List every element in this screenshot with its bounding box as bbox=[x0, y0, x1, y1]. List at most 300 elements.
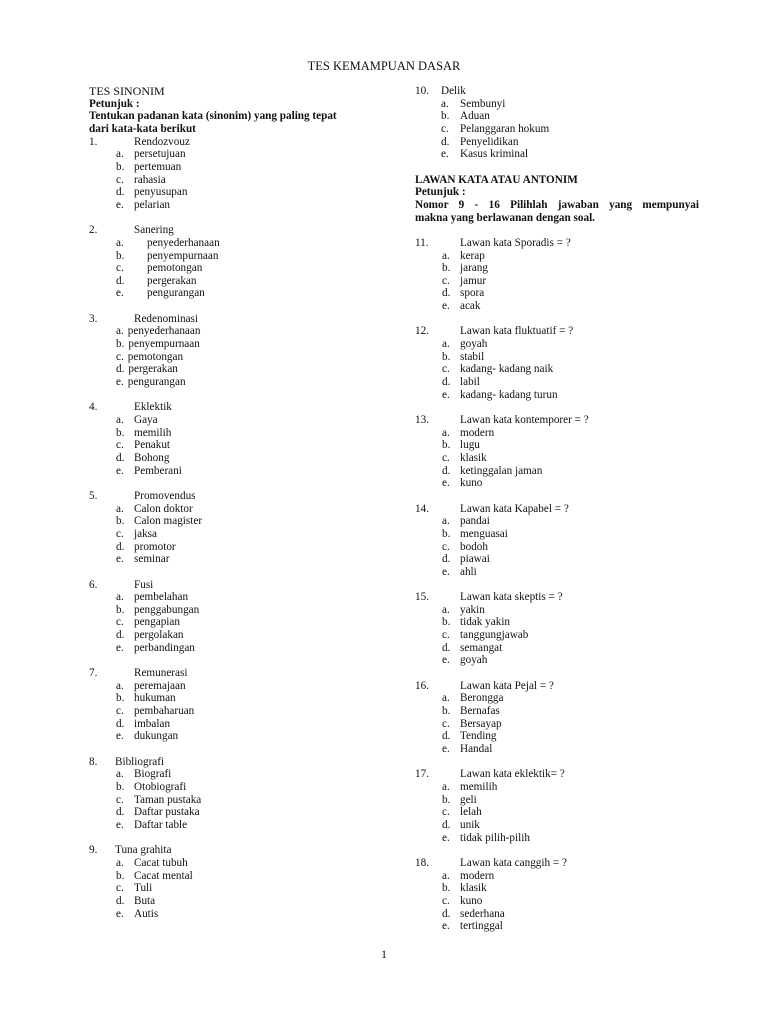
instruction-line: dari kata-kata berikut bbox=[89, 122, 196, 135]
option-text: yakin bbox=[460, 603, 485, 616]
option-letter: a. bbox=[116, 325, 124, 338]
option-item bbox=[415, 123, 699, 136]
option-text: peremajaan bbox=[134, 679, 186, 692]
option-item bbox=[415, 654, 699, 667]
antonim-question-list bbox=[415, 237, 699, 933]
option-letter: d. bbox=[116, 274, 125, 287]
option-item bbox=[415, 250, 699, 263]
option-text: Cacat tubuh bbox=[134, 856, 188, 869]
option-item bbox=[89, 604, 379, 617]
option-item bbox=[415, 148, 699, 161]
option-letter: d. bbox=[116, 806, 125, 819]
option-item bbox=[415, 870, 699, 883]
question-stem bbox=[89, 224, 379, 237]
option-item bbox=[415, 389, 699, 402]
option-text: seminar bbox=[134, 553, 170, 566]
option-text: lugu bbox=[460, 439, 480, 452]
question-word: Lawan kata skeptis = ? bbox=[460, 591, 563, 604]
option-letter: b. bbox=[442, 439, 451, 452]
option-item bbox=[415, 616, 699, 629]
option-letter: d. bbox=[116, 363, 125, 376]
question-item bbox=[415, 237, 699, 313]
question-number: 5. bbox=[89, 489, 98, 502]
option-item bbox=[415, 566, 699, 579]
option-letter: c. bbox=[442, 806, 450, 819]
option-text: promotor bbox=[134, 540, 176, 553]
option-text: penyempurnaan bbox=[128, 338, 200, 351]
question-stem bbox=[89, 401, 379, 414]
option-text: Kasus kriminal bbox=[460, 148, 529, 161]
option-text: acak bbox=[460, 300, 481, 313]
question-stem bbox=[415, 680, 699, 693]
option-letter: d. bbox=[116, 629, 125, 642]
option-item bbox=[89, 819, 379, 832]
option-item bbox=[415, 376, 699, 389]
option-letter: e. bbox=[116, 730, 124, 743]
option-letter: e. bbox=[116, 641, 124, 654]
option-letter: a. bbox=[116, 148, 124, 161]
option-text: penyederhanaan bbox=[147, 236, 220, 249]
question-stem bbox=[89, 136, 379, 149]
option-text: pergolakan bbox=[134, 629, 184, 642]
option-letter: c. bbox=[116, 350, 124, 363]
option-letter: a. bbox=[442, 603, 450, 616]
option-item bbox=[415, 110, 699, 123]
option-item bbox=[89, 503, 379, 516]
option-text: Pelanggaran hokum bbox=[460, 122, 550, 135]
option-item bbox=[89, 642, 379, 655]
option-item bbox=[89, 870, 379, 883]
left-column bbox=[89, 85, 379, 920]
question-stem bbox=[415, 503, 699, 516]
option-text: stabil bbox=[460, 350, 485, 363]
option-item bbox=[89, 325, 379, 338]
page-title: TES KEMAMPUAN DASAR bbox=[307, 59, 461, 73]
option-item bbox=[415, 642, 699, 655]
option-item bbox=[415, 692, 699, 705]
question-stem bbox=[415, 237, 699, 250]
option-letter: a. bbox=[441, 97, 449, 110]
option-letter: b. bbox=[441, 110, 450, 123]
option-item bbox=[89, 541, 379, 554]
option-item bbox=[89, 376, 379, 389]
option-item bbox=[415, 794, 699, 807]
option-item bbox=[415, 477, 699, 490]
question-stem bbox=[415, 591, 699, 604]
option-item bbox=[415, 882, 699, 895]
option-letter: c. bbox=[442, 629, 450, 642]
option-letter: d. bbox=[442, 641, 451, 654]
question-word: Rendozvouz bbox=[134, 135, 190, 148]
option-letter: a. bbox=[116, 236, 124, 249]
option-letter: e. bbox=[116, 818, 124, 831]
option-letter: c. bbox=[116, 616, 124, 629]
question-item bbox=[89, 490, 379, 566]
option-item bbox=[89, 439, 379, 452]
option-letter: e. bbox=[442, 565, 450, 578]
question-word: Fusi bbox=[134, 578, 154, 591]
option-text: geli bbox=[460, 793, 477, 806]
option-letter: b. bbox=[116, 869, 125, 882]
question-stem bbox=[415, 768, 699, 781]
option-item bbox=[415, 832, 699, 845]
option-item bbox=[415, 718, 699, 731]
option-letter: e. bbox=[442, 477, 450, 490]
option-letter: e. bbox=[116, 907, 124, 920]
question-word: Delik bbox=[441, 85, 466, 97]
option-letter: b. bbox=[116, 249, 125, 262]
option-item bbox=[415, 730, 699, 743]
question-item bbox=[415, 591, 699, 667]
option-letter: b. bbox=[442, 262, 451, 275]
option-item bbox=[415, 541, 699, 554]
option-item bbox=[89, 275, 379, 288]
option-text: pandai bbox=[460, 515, 490, 528]
question-word: Bibliografi bbox=[115, 755, 165, 768]
option-item bbox=[415, 528, 699, 541]
option-item bbox=[415, 287, 699, 300]
question-word: Remunerasi bbox=[134, 667, 188, 680]
option-item bbox=[89, 363, 379, 376]
question-number: 2. bbox=[89, 224, 98, 237]
option-letter: d. bbox=[116, 540, 125, 553]
instruction-text bbox=[89, 110, 379, 135]
option-text: imbalan bbox=[134, 717, 171, 730]
option-letter: a. bbox=[116, 856, 124, 869]
instruction-line: Nomor 9 - 16 Pilihlah jawaban yang mempunyai bbox=[415, 198, 699, 211]
option-text: Berongga bbox=[460, 692, 504, 705]
option-letter: d. bbox=[442, 907, 451, 920]
option-letter: b. bbox=[442, 350, 451, 363]
option-item bbox=[415, 908, 699, 921]
question-number: 4. bbox=[89, 401, 98, 414]
option-letter: e. bbox=[442, 654, 450, 667]
option-text: pembaharuan bbox=[134, 705, 195, 718]
option-letter: a. bbox=[442, 869, 450, 882]
question-item bbox=[89, 579, 379, 655]
question-number: 11. bbox=[415, 236, 429, 249]
option-letter: c. bbox=[441, 122, 449, 135]
option-item bbox=[415, 920, 699, 933]
question-item bbox=[415, 857, 699, 933]
page-number: 1 bbox=[381, 947, 387, 961]
option-item bbox=[89, 794, 379, 807]
question-word: Eklektik bbox=[134, 401, 172, 414]
question-item bbox=[415, 680, 699, 756]
option-text: kuno bbox=[460, 894, 483, 907]
option-item bbox=[415, 338, 699, 351]
option-text: persetujuan bbox=[134, 148, 186, 161]
option-text: Autis bbox=[134, 907, 159, 920]
option-item bbox=[89, 148, 379, 161]
option-text: Tending bbox=[460, 730, 497, 743]
option-letter: e. bbox=[116, 553, 124, 566]
option-text: tidak pilih-pilih bbox=[460, 831, 530, 844]
option-text: Biografi bbox=[134, 768, 172, 781]
option-letter: a. bbox=[116, 591, 124, 604]
option-item bbox=[415, 819, 699, 832]
question-number: 7. bbox=[89, 667, 98, 680]
sinonim-question-list bbox=[89, 136, 379, 921]
option-text: rahasia bbox=[134, 173, 166, 186]
option-text: Penyelidikan bbox=[460, 135, 519, 148]
option-item bbox=[415, 439, 699, 452]
section-antonim-heading: LAWAN KATA ATAU ANTONIM bbox=[415, 173, 578, 186]
option-letter: b. bbox=[442, 882, 451, 895]
question-stem bbox=[415, 414, 699, 427]
question-word: Tuna grahita bbox=[115, 844, 172, 857]
option-letter: a. bbox=[442, 780, 450, 793]
option-item bbox=[415, 98, 699, 111]
option-text: klasik bbox=[460, 882, 487, 895]
option-letter: d. bbox=[442, 464, 451, 477]
option-text: modern bbox=[460, 869, 495, 882]
option-letter: c. bbox=[116, 262, 124, 275]
option-letter: d. bbox=[441, 135, 450, 148]
instruction-label: Petunjuk : bbox=[89, 97, 140, 110]
question-stem bbox=[415, 325, 699, 338]
option-text: tanggungjawab bbox=[460, 629, 529, 642]
question-number: 9. bbox=[89, 844, 98, 857]
option-letter: c. bbox=[116, 705, 124, 718]
option-letter: d. bbox=[442, 287, 451, 300]
option-letter: e. bbox=[442, 388, 450, 401]
question-stem bbox=[89, 579, 379, 592]
option-letter: b. bbox=[116, 515, 125, 528]
option-letter: a. bbox=[116, 679, 124, 692]
question-word: Lawan kata Sporadis = ? bbox=[460, 236, 571, 249]
option-item bbox=[415, 781, 699, 794]
option-item bbox=[89, 781, 379, 794]
instruction-text bbox=[415, 199, 699, 224]
option-text: pengurangan bbox=[127, 376, 186, 389]
option-letter: c. bbox=[116, 527, 124, 540]
option-text: goyah bbox=[460, 654, 488, 667]
option-item bbox=[89, 629, 379, 642]
option-text: Penakut bbox=[134, 439, 171, 452]
question-number: 10. bbox=[415, 85, 429, 97]
option-text: penyempurnaan bbox=[147, 249, 219, 262]
option-item bbox=[89, 250, 379, 263]
option-item bbox=[415, 275, 699, 288]
option-letter: e. bbox=[116, 376, 124, 389]
option-text: Bersayap bbox=[460, 717, 502, 730]
option-letter: a. bbox=[116, 414, 124, 427]
option-text: sederhana bbox=[460, 907, 505, 920]
question-word: Lawan kata canggih = ? bbox=[460, 856, 567, 869]
question-number: 3. bbox=[89, 312, 98, 325]
option-item bbox=[89, 427, 379, 440]
question-stem bbox=[415, 85, 699, 98]
instruction-line: makna yang berlawanan dengan soal. bbox=[415, 211, 595, 224]
option-letter: b. bbox=[116, 426, 125, 439]
option-letter: e. bbox=[442, 920, 450, 933]
option-letter: a. bbox=[116, 768, 124, 781]
option-text: semangat bbox=[460, 641, 503, 654]
option-letter: d. bbox=[442, 818, 451, 831]
option-item bbox=[415, 629, 699, 642]
option-item bbox=[415, 300, 699, 313]
question-item bbox=[89, 401, 379, 477]
option-item bbox=[415, 895, 699, 908]
option-text: jarang bbox=[460, 262, 488, 275]
option-item bbox=[89, 199, 379, 212]
option-item bbox=[89, 174, 379, 187]
option-text: pertemuan bbox=[134, 160, 182, 173]
question-word: Lawan kata kontemporer = ? bbox=[460, 414, 589, 426]
question-item bbox=[89, 844, 379, 920]
question-number: 17. bbox=[415, 768, 429, 781]
question-stem bbox=[89, 756, 379, 769]
option-letter: a. bbox=[116, 502, 124, 515]
option-item bbox=[415, 262, 699, 275]
option-item bbox=[415, 515, 699, 528]
question-word: Sanering bbox=[134, 224, 174, 237]
option-letter: c. bbox=[116, 882, 124, 895]
option-text: Sembunyi bbox=[460, 97, 506, 110]
option-letter: c. bbox=[442, 274, 450, 287]
option-item bbox=[89, 768, 379, 781]
option-text: ketinggalan jaman bbox=[460, 464, 543, 477]
question-item bbox=[89, 224, 379, 300]
question-number: 16. bbox=[415, 679, 429, 692]
question-number: 12. bbox=[415, 325, 429, 338]
option-text: penggabungan bbox=[134, 603, 200, 616]
option-text: klasik bbox=[460, 451, 487, 464]
question-item bbox=[89, 313, 379, 389]
question-number: 13. bbox=[415, 414, 429, 426]
option-letter: d. bbox=[116, 717, 125, 730]
option-item bbox=[89, 465, 379, 478]
option-letter: e. bbox=[442, 300, 450, 313]
option-text: piawai bbox=[460, 553, 490, 566]
section-sinonim-heading: TES SINONIM bbox=[89, 84, 165, 98]
question-word: Lawan kata Pejal = ? bbox=[460, 679, 554, 692]
option-item bbox=[89, 338, 379, 351]
option-text: bodoh bbox=[460, 540, 488, 553]
option-text: jaksa bbox=[134, 527, 157, 540]
option-letter: c. bbox=[442, 540, 450, 553]
option-letter: c. bbox=[116, 439, 124, 452]
option-text: pembelahan bbox=[134, 591, 189, 604]
option-letter: e. bbox=[116, 464, 124, 477]
option-letter: a. bbox=[442, 249, 450, 262]
question-number: 18. bbox=[415, 856, 429, 869]
option-text: kuno bbox=[460, 477, 483, 490]
question-word: Lawan kata eklektik= ? bbox=[460, 768, 565, 781]
option-item bbox=[89, 705, 379, 718]
option-letter: d. bbox=[442, 730, 451, 743]
option-text: Handal bbox=[460, 743, 493, 756]
option-letter: d. bbox=[116, 451, 125, 464]
option-text: Taman pustaka bbox=[134, 793, 202, 806]
option-text: penyederhanaan bbox=[127, 325, 201, 338]
option-item bbox=[415, 363, 699, 376]
option-text: Aduan bbox=[460, 110, 490, 123]
option-letter: e. bbox=[116, 198, 124, 211]
option-text: Calon doktor bbox=[134, 502, 193, 515]
option-item bbox=[415, 806, 699, 819]
question-item bbox=[415, 414, 699, 490]
option-letter: a. bbox=[442, 426, 450, 439]
option-text: kerap bbox=[460, 249, 485, 262]
option-item bbox=[89, 591, 379, 604]
question-word: Lawan kata Kapabel = ? bbox=[460, 502, 569, 515]
question-stem bbox=[89, 667, 379, 680]
option-text: goyah bbox=[460, 338, 488, 351]
option-text: pengapian bbox=[134, 616, 180, 629]
option-letter: a. bbox=[442, 338, 450, 351]
option-text: jamur bbox=[460, 274, 487, 287]
option-text: perbandingan bbox=[134, 641, 195, 654]
option-letter: c. bbox=[116, 173, 124, 186]
option-item bbox=[89, 452, 379, 465]
option-text: Bernafas bbox=[460, 705, 500, 718]
option-text: Daftar table bbox=[134, 818, 188, 831]
question-item bbox=[89, 756, 379, 832]
option-letter: a. bbox=[442, 692, 450, 705]
option-letter: d. bbox=[442, 376, 451, 389]
option-text: labil bbox=[460, 376, 480, 389]
instruction-label: Petunjuk : bbox=[415, 186, 466, 199]
option-text: Buta bbox=[134, 894, 156, 907]
option-text: lelah bbox=[460, 806, 482, 819]
option-text: kadang- kadang naik bbox=[460, 363, 554, 376]
option-item bbox=[89, 616, 379, 629]
option-letter: c. bbox=[116, 793, 124, 806]
option-item bbox=[415, 705, 699, 718]
option-letter: b. bbox=[442, 616, 451, 629]
option-item bbox=[89, 806, 379, 819]
option-text: Otobiografi bbox=[134, 780, 187, 793]
option-item bbox=[415, 427, 699, 440]
option-letter: b. bbox=[442, 527, 451, 540]
question-number: 8. bbox=[89, 755, 98, 768]
option-letter: b. bbox=[116, 338, 125, 351]
question-stem bbox=[415, 857, 699, 870]
question-word: Redenominasi bbox=[134, 312, 199, 325]
question-item bbox=[89, 667, 379, 743]
option-letter: b. bbox=[116, 692, 125, 705]
question-10 bbox=[415, 85, 699, 161]
option-item bbox=[89, 414, 379, 427]
option-letter: b. bbox=[116, 603, 125, 616]
option-item bbox=[89, 730, 379, 743]
option-letter: e. bbox=[116, 287, 124, 300]
option-item bbox=[89, 262, 379, 275]
option-item bbox=[415, 743, 699, 756]
option-text: pelarian bbox=[134, 198, 171, 211]
option-text: Pemberani bbox=[134, 464, 182, 477]
option-text: modern bbox=[460, 426, 495, 439]
question-number: 1. bbox=[89, 135, 98, 148]
option-letter: d. bbox=[116, 186, 125, 199]
question-number: 14. bbox=[415, 502, 429, 515]
question-stem bbox=[89, 490, 379, 503]
option-letter: b. bbox=[442, 705, 451, 718]
option-text: pemotongan bbox=[127, 350, 184, 363]
option-text: Bohong bbox=[134, 451, 170, 464]
option-letter: c. bbox=[442, 363, 450, 376]
option-text: memilih bbox=[134, 426, 172, 439]
option-letter: b. bbox=[116, 160, 125, 173]
option-text: Gaya bbox=[134, 414, 158, 427]
option-item bbox=[89, 857, 379, 870]
option-item bbox=[89, 515, 379, 528]
option-item bbox=[415, 604, 699, 617]
option-text: hukuman bbox=[134, 692, 176, 705]
option-item bbox=[89, 882, 379, 895]
